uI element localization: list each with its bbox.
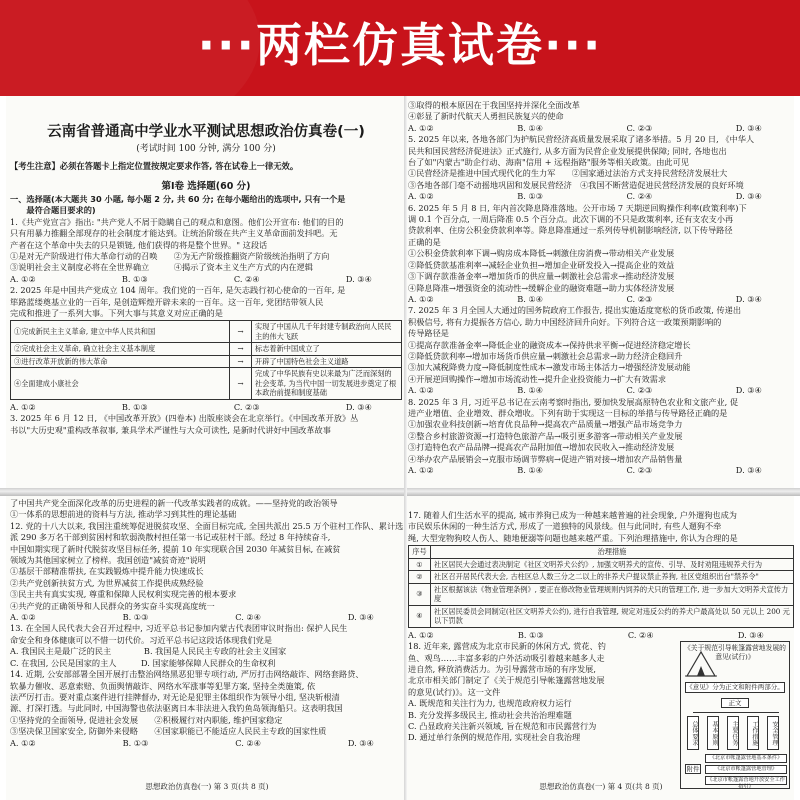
text-line: 调 0.1 个百分点, 一周后降准 0.5 个百分点。此次下调的不只是政策利率, 还有支农支小再 bbox=[408, 214, 734, 225]
table-row bbox=[409, 558, 794, 571]
table-cell: ② bbox=[409, 571, 431, 584]
text-line: ④开展逆回购操作→增加市场流动性→提升企业投资能力→扩大有效需求 bbox=[408, 373, 667, 384]
option: D. ③④ bbox=[347, 612, 374, 623]
page-fold-divider bbox=[0, 488, 800, 496]
text-line: 3. 2025 年 6 月 12 日, 《中国改革开放》(四卷本) 出版座谈会在北京举行。《中国改革开放》丛 bbox=[10, 413, 359, 424]
table-row bbox=[11, 321, 402, 343]
text-line: 只有用暴力推翻全部现存的社会制度才能达到。让统治阶级在共产主义革命面前发抖吧。无 bbox=[10, 228, 338, 239]
option: D. ③④ bbox=[735, 122, 762, 133]
text-line: C. 在我国, 公民是国家的主人 D. 国家能够保障人民群众的生命权利 bbox=[10, 657, 276, 668]
option: B. ①④ bbox=[517, 465, 544, 475]
option: A. ①② bbox=[408, 191, 434, 202]
text-line: 法严厉打击。要对重点案件进行挂牌督办, 对无论是犯罪主体组织作为领导小组, 坚决斩根清 bbox=[10, 691, 340, 702]
text-line: 贷款利率、住房公积金贷款利率等。降息降准通过一系列传导机制影响经济, 以下传导路径 bbox=[408, 225, 733, 236]
option: D. ③④ bbox=[345, 401, 372, 412]
option: B. ①④ bbox=[517, 293, 544, 304]
text-line: ③取得的根本原因在于我国坚持并深化全面改革 bbox=[408, 100, 580, 110]
text-line: 的意见(试行)》。这一文件 bbox=[408, 686, 501, 697]
table-cell: 标志着新中国成立了 bbox=[252, 343, 402, 356]
answer-options bbox=[408, 465, 792, 476]
table-cell: 开辟了中国特色社会主义道路 bbox=[252, 355, 402, 368]
section-heading: 第Ⅰ卷 选择题(60 分) bbox=[161, 181, 251, 192]
page-footer: 思想政治仿真卷(一) 第 3 页(共 8 页) bbox=[145, 782, 269, 791]
option: D. ③④ bbox=[735, 191, 762, 202]
option: A. ①② bbox=[10, 612, 36, 623]
arrow-cell: → bbox=[230, 321, 252, 343]
diagram-main-label: 正文 bbox=[721, 698, 749, 708]
text-line: ③下调存款准备金率→增加货币的供应量→刺激社会总需求→推动经济发展 bbox=[408, 271, 675, 282]
option: B. ①③ bbox=[122, 612, 149, 623]
option: D. ③④ bbox=[737, 629, 764, 640]
text-line: 5. 2025 年以来, 各地各部门为护航民营经济高质量发展采取了诸多举措。5 月 20 日, 《中华人 bbox=[408, 134, 755, 145]
text-line: ①提高存款准备金率→降低企业的融资成本→保持供求平衡→促进经济稳定增长 bbox=[408, 339, 691, 350]
table-row bbox=[409, 571, 794, 584]
table-cell: ① bbox=[409, 558, 431, 571]
arrow-cell: → bbox=[230, 343, 252, 356]
text-line: ③打造特色农产品品牌→提高农产品附加值→增加农民收入→推动经济发展 bbox=[408, 442, 675, 453]
option: D. ③④ bbox=[345, 273, 372, 284]
answer-options bbox=[408, 123, 792, 134]
text-line: ②整合乡村旅游资源→打造特色旅游产品→吸引更多游客→带动相关产业发展 bbox=[408, 430, 683, 441]
option: B. ①③ bbox=[121, 273, 148, 284]
text-line: ④彰显了新时代航天人勇担民族复兴的使命 bbox=[408, 111, 564, 122]
table-cell: ②完成社会主义革命, 确立社会主义基本制度 bbox=[11, 343, 230, 356]
option: A. ①② bbox=[408, 293, 434, 304]
text-line: C. 凸显政府关注新兴领域, 旨在规范和市民露营行为 bbox=[408, 720, 597, 731]
table-header: 治理措施 bbox=[431, 546, 794, 559]
text-line: ①公积金贷款利率下调→购房成本降低→刺激住房消费→带动相关产业发展 bbox=[408, 248, 675, 259]
text-line: 14. 近期, 公安部部署全国开展打击整治网络黑恶犯罪专项行动, 严厉打击网络敲诈、网络套路贷、 bbox=[10, 669, 364, 680]
page-bottom-right bbox=[408, 496, 794, 800]
text-line: ①一体系的思想前进的资料与方法, 推动学习到其性的理论基础 bbox=[10, 509, 237, 520]
text-line: ④降息降准→增强资金的流动性→缓解企业的融资难题→助力实体经济发展 bbox=[408, 282, 675, 293]
measures-table bbox=[408, 545, 794, 628]
page-footer: 思想政治仿真卷(一) 第 4 页(共 8 页) bbox=[539, 782, 663, 791]
text-line: 北京市相关部门制定了《关于规范引导帐篷露营地发展 bbox=[408, 675, 605, 686]
text-line: ②降低贷款利率→增加市场货币供应量→刺激社会总需求→助力经济企稳回升 bbox=[408, 350, 683, 361]
option: A. ①② bbox=[408, 385, 434, 396]
option: A. ①② bbox=[10, 273, 36, 284]
text-line: ④共产党的正确领导和人民群众的务实奋斗实现高度统一 bbox=[10, 600, 215, 611]
diagram-column: 主要任务 bbox=[727, 716, 739, 750]
text-line: 完成和推进了一系列大事。下列大事与其意义对应正确的是 bbox=[10, 308, 223, 319]
option: C. ②④ bbox=[235, 737, 262, 748]
option: C. ②③ bbox=[626, 293, 653, 304]
option: C. ②③ bbox=[233, 401, 260, 412]
text-line: 中国如期实现了新时代脱贫攻坚目标任务, 提前 10 年实现联合国 2030 年减贫目标, 在减贫 bbox=[10, 543, 341, 554]
text-line: 派 290 多万名干部到贫困村和软弱涣散村担任第一书记或驻村干部。经过 8 年持续奋斗, bbox=[10, 532, 331, 543]
table-cell: 社区居民大会通过表决制定《社区文明养犬公约》, 加强文明养犬的宣传、引导、及时劝阻违规养犬行为 bbox=[431, 558, 794, 571]
column-fold-divider bbox=[404, 96, 407, 800]
answer-options bbox=[408, 630, 794, 641]
paper-title: 云南省普通高中学业水平测试思想政治仿真卷(一) bbox=[47, 124, 365, 140]
page-top-right bbox=[408, 96, 792, 488]
table-cell: 社区居民委员会同制定(社区文明养犬公约), 进行自我管理, 规定对违反公约的养犬户最高处以 50 元以上 200 元以下罚款 bbox=[431, 605, 794, 627]
answer-options bbox=[408, 191, 792, 202]
table-header: 序号 bbox=[409, 546, 431, 559]
arrow-cell: → bbox=[230, 368, 252, 400]
text-line: 进自然, 释放消费活力。为引导露营市场的有序发展, bbox=[408, 663, 596, 674]
diagram-annex-item: 《北京市帐篷露营地管理》 bbox=[705, 765, 787, 774]
text-line: ①基层干部精准帮扶, 在实践锻炼中提升能力快速成长 bbox=[10, 566, 204, 577]
diagram-column: 工作措施 bbox=[747, 716, 759, 750]
text-line: 台了如"内蒙古"助企行动、海南"信用 + 远程指路"服务等相关政策。由此可见 bbox=[408, 157, 689, 168]
text-line: 市民娱乐休闲的一种生活方式, 形成了一道独特的风景线。但与此同时, 有些人遛狗不牵 bbox=[408, 521, 722, 532]
option: D. ③④ bbox=[735, 465, 762, 475]
option: C. ②④ bbox=[627, 629, 654, 640]
option: B. ①③ bbox=[517, 629, 544, 640]
option: B. ①③ bbox=[121, 401, 148, 412]
table-cell: 实现了中国从几千年封建专制政治向人民民主的伟大飞跃 bbox=[252, 321, 402, 343]
answer-options bbox=[10, 738, 404, 749]
option: D. ③④ bbox=[735, 385, 762, 396]
option: C. ②③ bbox=[626, 385, 653, 396]
table-row bbox=[409, 605, 794, 627]
diagram-title: 《关于规范引导帐篷露营地发展的意见(试行)》 bbox=[684, 644, 786, 661]
table-row bbox=[409, 583, 794, 605]
option: A. ①② bbox=[10, 401, 36, 412]
text-line: 了中国共产党全面深化改革的历史进程的新一代改革实践者的成就。——坚持党的政治领导 bbox=[10, 498, 338, 508]
text-line: 正确的是 bbox=[408, 236, 441, 247]
answer-options bbox=[408, 294, 792, 305]
text-line: 进产业增值、企业增效、群众增收。下列有助于实现这一目标的举措与传导路径正确的是 bbox=[408, 407, 728, 418]
text-line: 绳, 大型宠物狗咬人伤人、随地便溺等问题也越来越严重。下列治理措施中, 你认为合理的是 bbox=[408, 532, 738, 543]
table-row bbox=[11, 355, 402, 368]
option: A. ①② bbox=[10, 737, 36, 748]
option: A. ①② bbox=[408, 465, 434, 475]
text-line: ③坚决保卫国家安全, 防御外来侵略 ④国家职能已不能适应人民民主专政的国家性质 bbox=[10, 726, 327, 737]
text-line: ①加强农业科技创新→培育优良品种→提高农产品质量→增强产品市场竞争力 bbox=[408, 419, 683, 430]
text-line: 13. 在全国人民代表大会召开过程中, 习近平总书记参加内蒙古代表团审议时指出: 保护人民生 bbox=[10, 623, 348, 634]
text-line: 17. 随着人们生活水平的提高, 城市养狗已成为一种越来越普遍的社会现象, 户外遛狗也成为 bbox=[408, 510, 737, 520]
option: B. ①④ bbox=[517, 122, 544, 133]
text-line: 鱼、观鸟……丰富多彩的户外活动吸引着越来越多人走 bbox=[408, 652, 605, 663]
option: C. ②③ bbox=[626, 465, 653, 475]
connector-line bbox=[693, 712, 779, 713]
text-line: ④举办农产品展销会→克服市场调节弊病→促进产销对接→增加农产品销售量 bbox=[408, 453, 683, 464]
table-cell: ③ bbox=[409, 583, 431, 605]
option: B. ①③ bbox=[517, 191, 544, 202]
text-line: A. 我国民主是最广泛的民主 B. 我国是人民民主专政的社会主义国家 bbox=[10, 646, 287, 657]
table-cell: ③进行改革开放新的伟大革命 bbox=[11, 355, 230, 368]
answer-options bbox=[408, 385, 792, 396]
text-line: 一、选择题(本大题共 30 小题, 每小题 2 分, 共 60 分; 在每小题给出的选项中, 只有一个是 bbox=[10, 194, 346, 204]
exam-notice: 【考生注意】必须在答题卡上指定位置按规定要求作答, 答在试卷上一律无效。 bbox=[10, 161, 299, 171]
option: C. ②④ bbox=[626, 191, 653, 202]
text-line: 2. 2025 年是中国共产党成立 104 周年。我们党的一百年, 是矢志践行初心使命的一百年, 是 bbox=[10, 285, 346, 296]
option: D. ③④ bbox=[735, 293, 762, 304]
arrow-cell: → bbox=[230, 355, 252, 368]
diagram-annex-item: 《北京市帐篷露营地基本条件》 bbox=[705, 754, 787, 763]
paper-subtitle: (考试时间 100 分钟, 满分 100 分) bbox=[136, 144, 276, 154]
option: D. ③④ bbox=[347, 737, 374, 748]
text-line: ③加大减税降费力度→降低制度性成本→激发市场主体活力→增强经济发展动能 bbox=[408, 362, 691, 373]
table-row bbox=[11, 343, 402, 356]
option: B. ①③ bbox=[122, 737, 149, 748]
banner-title: ···两栏仿真试卷··· bbox=[197, 18, 603, 72]
diagram-annex-label: 附件 bbox=[686, 765, 700, 774]
answer-options bbox=[10, 402, 402, 413]
diagram-summary: 《意见》分为正文和附件两部分。 bbox=[686, 683, 784, 692]
text-line: D. 通过单行条例的规范作用, 实现社会自我治理 bbox=[408, 732, 581, 743]
option: A. ①② bbox=[408, 629, 434, 640]
text-line: 12. 党的十八大以来, 我国注重统筹促进脱贫攻坚、全面目标完成, 全国共派出 25.5 万个驻村工作队、累计选 bbox=[10, 520, 404, 531]
text-line: ③说明社会主义制度必将在全世界确立 ④揭示了资本主义生产方式的内在逻辑 bbox=[10, 262, 313, 273]
option: B. ①④ bbox=[517, 385, 544, 396]
text-line: B. 充分发挥多级民主, 推动社会共治治理难题 bbox=[408, 709, 572, 720]
table-cell: 完成了中华民族有史以来最为广泛而深刻的社会变革, 为当代中国一切发展进步奠定了根本政治前提和制度基础 bbox=[252, 368, 402, 400]
table-header-row bbox=[409, 546, 794, 559]
text-line: ②共产党创新扶贫方式, 为世界减贫工作提供成熟经验 bbox=[10, 577, 204, 588]
text-line: 领域为其他国家树立了榜样。我国创造"减贫奇迹"说明 bbox=[10, 555, 206, 566]
table-cell: ④ bbox=[409, 605, 431, 627]
text-line: 18. 近年来, 露营成为北京市民新的休闲方式, 赏花、钓 bbox=[408, 641, 606, 652]
camping-tent-icon bbox=[683, 648, 719, 678]
table-cell: ④全面建成小康社会 bbox=[11, 368, 230, 400]
table-cell: ①完成新民主主义革命, 建立中华人民共和国 bbox=[11, 321, 230, 343]
text-line: 7. 2025 年 3 月全国人大通过的国务院政府工作报告, 提出实施适度宽松的货币政策, 传递出 bbox=[408, 305, 742, 316]
option: C. ②③ bbox=[626, 122, 653, 133]
text-line: 6. 2025 年 5 月 8 日, 年内首次降息降准落地。公开市场 7 天期逆回购操作利率(政策利率)下 bbox=[408, 202, 747, 213]
text-line: 源、打深打透。与此同时, 中国海警也依法驱离日本非法进入我钓鱼岛领海船只。这表明我国 bbox=[10, 703, 343, 714]
title-banner bbox=[0, 0, 800, 96]
diagram-column: 总体要求 bbox=[687, 716, 699, 750]
text-line: ③各地各部门毫不动摇地巩固和发展民营经济 ④我国不断营造促进民营经济发展的良好环境 bbox=[408, 179, 744, 190]
text-line: A. 既规范和关注行为力, 也规范政府权力运行 bbox=[408, 698, 572, 709]
text-line: ①是对无产阶级进行伟大革命行动的召唤 ②为无产阶级推翻资产阶级统治指明了方向 bbox=[10, 251, 330, 262]
document-structure-diagram bbox=[680, 641, 790, 789]
text-line: 软暴力催收、恶意索赔、负面舆情敲诈、网络水军涨事等犯罪方案, 坚持全类施策, 依 bbox=[10, 680, 316, 691]
text-line: ①坚持党的全面领导, 促进社会发展 ②积极履行对内职能, 维护国家稳定 bbox=[10, 714, 283, 725]
diagram-column: 基本原则 bbox=[707, 716, 719, 750]
text-line: ①民营经济是推进中国式现代化的生力军 ②国家通过法治方式支持民营经济发展壮大 bbox=[408, 168, 728, 179]
answer-options bbox=[10, 274, 402, 285]
text-line: 产者在这个革命中失去的只是锁链, 他们获得的将是整个世界。" 这段话 bbox=[10, 239, 268, 250]
option: C. ②④ bbox=[233, 273, 260, 284]
option: C. ②④ bbox=[235, 612, 262, 623]
text-line: 最符合题目要求的) bbox=[10, 205, 96, 216]
text-line: ③民主共有真实实现, 尊重和保障人民权利实现完善的根本要求 bbox=[10, 589, 237, 600]
answer-options bbox=[10, 612, 404, 623]
text-line: 积极信号, 将有力提振各方信心, 助力中国经济回升向好。下列符合这一政策预期影响的 bbox=[408, 316, 722, 327]
page-top-left bbox=[10, 104, 402, 488]
table-row bbox=[11, 368, 402, 400]
text-line: 命安全和身体健康可以不惜一切代价。习近平总书记这段话体现我们党是 bbox=[10, 634, 273, 645]
diagram-annex-item: 《北京市帐篷露营地开放安全工作指引》 bbox=[705, 776, 787, 785]
text-line: 8. 2025 年 3 月, 习近平总书记在云南考察时指出, 要加快发展高原特色农业和文旅产业, 促 bbox=[408, 396, 739, 407]
table-cell: 社区召开居民代表大会, 古柱区总人数三分之二以上的非养犬户提议禁止养狗, 社区党组织出台"禁养令" bbox=[431, 571, 794, 584]
page-bottom-left bbox=[10, 496, 404, 800]
text-line: ②降低贷款基准利率→减轻企业负担→增加企业研发投入→提高企业的效益 bbox=[408, 259, 675, 270]
option: A. ①② bbox=[408, 122, 434, 133]
text-line: 1.《共产党宣言》指出: "共产党人不屑于隐瞒自己的观点和意图。他们公开宣布: 他们的目的 bbox=[10, 216, 344, 227]
text-line: 民共和国民营经济促进法》正式施行, 从多方面为民营企业发展提供保障; 同时, 各地也出 bbox=[408, 145, 727, 156]
events-table bbox=[10, 320, 402, 400]
diagram-column: 安全管理 bbox=[767, 716, 779, 750]
text-line: 筚路蓝缕奠基立业的一百年, 是创造辉煌开辟未来的一百年。这一百年, 党团结带领人民 bbox=[10, 296, 324, 307]
text-line: 书以"大历史观"重构改革叙事, 兼具学术严谨性与大众可读性, 是新时代讲好中国改革故事 bbox=[10, 424, 331, 435]
text-line: 传导路径是 bbox=[408, 328, 449, 339]
table-cell: 社区根据该法《物业管理条例》, 要正在修改物业管理规则内饲养的犬只的管理工作, 进一步加大文明养犬宣传力度 bbox=[431, 583, 794, 605]
